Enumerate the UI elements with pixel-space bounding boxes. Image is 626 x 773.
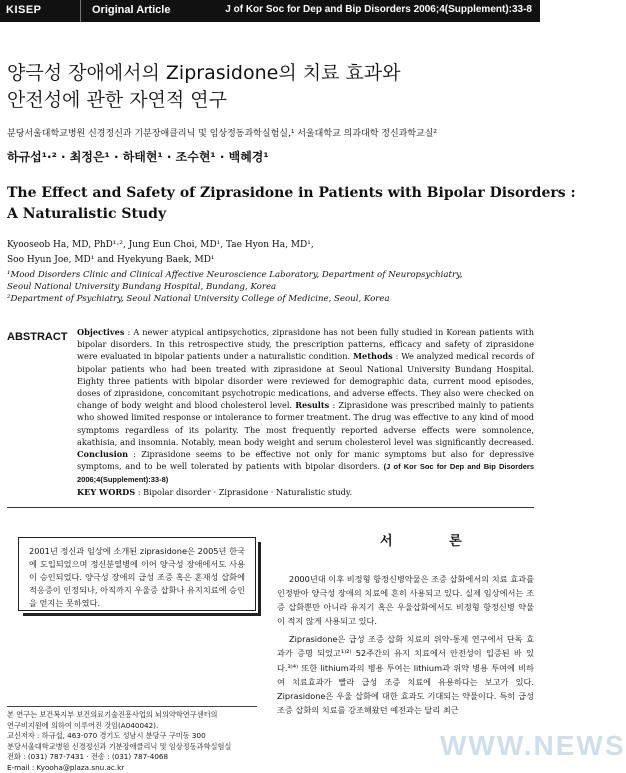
conclusion-label: Conclusion (77, 449, 128, 459)
keywords-label: KEY WORDS (77, 487, 135, 497)
header-divider (80, 0, 81, 22)
conclusion-text: Ziprasidone seems to be effective not only for manic symptoms but also for depressive symptoms, and to be well tolerated by patients with bipolar disorders. (77, 449, 534, 471)
article-type: Original Article (92, 4, 170, 16)
methods-label: Methods (353, 351, 393, 361)
results-label: Results (295, 400, 329, 410)
footnote-line-2: 연구비지원에 의하여 이루어진 것임(A040042). (7, 721, 262, 732)
abstract-body: Objectives : A newer atypical antipsychotics, ziprasidone has not been fully studied in Korean patients with bipolar disorders. In this retrospective study, the prescription patterns, efficacy and safety of ziprasidone were evaluated in bipolar patients under a naturalistic condition. Methods : We analyzed medical records of bipolar patients who had been treated with ziprasidone at Seoul National University Bundang Hospital. Eighty three patients with bipolar disorder were reviewed for demographic data, current mood episodes, doses of ziprasidone, concomitant psychotropic medications, and adverse effects. They also were checked on change of body weight and blood cholesterol level. Results : Ziprasidone was prescribed mainly to patients who showed limited response or intolerance to former treatment. The drug was effective to any kind of mood symptoms regardless of its polarity. The most frequently reported adverse effects were somnolence, akathisia, and insomnia. Notably, mean body weight and serum cholesterol level was significantly decreased. Conclusion : Ziprasidone seems to be effective not only for manic symptoms but also for depressive symptoms, and to be well tolerated by patients with bipolar disorders. (J of Kor Soc for Dep and Bip Disorders 2006;4(Supplement):33-8) (77, 326, 534, 487)
english-authors-line-1: Kyooseob Ha, MD, PhD¹·², Jung Eun Choi, MD¹, Tae Hyon Ha, MD¹, (7, 238, 314, 253)
footnote-line-6: E-mail : Kyooha@plaza.snu.ac.kr (7, 763, 262, 773)
objectives-label: Objectives (77, 327, 124, 337)
introduction-paragraph-2: Ziprasidone은 급성 조증 삽화 치료의 위약-통제 연구에서 단독 효과가 증명 되었고¹⁾²⁾ 52주간의 유지 치료에서 안전성이 입증된 바 있다.³⁾⁴⁾ 또한 lithium과의 병용 투여는 lithium과 위약 병용 투여에 비하여 치료효과가 빨라 급성 조증 치료에 유용하다는 보고가 있다. Ziprasidone은 우울 삽화에 대한 효과도 기대되는 약물이다. 특히 급성 조증 삽화의 치료를 강조해왔던 예전과는 달리 최근 (277, 632, 534, 717)
korean-title-line-2: 안전성에 관한 자연적 연구 (7, 87, 401, 114)
introduction-heading: 서 론 (380, 530, 488, 549)
introduction-paragraph-1: 2000년대 이후 비정형 항정신병약물은 조증 삽화에서의 치료 효과를 인정받아 양극성 장애의 치료에 흔히 사용되고 있다. 실제 임상에서는 조증 삽화뿐만 아니라 유지기 혹은 우울삽화에서도 비정형 항정신병 약물이 적지 않게 사용되고 있다. (277, 572, 534, 628)
introduction-body (277, 572, 534, 718)
korean-affiliation: 분당서울대학교병원 신경정신과 기분장애클리닉 및 임상정동과학실험실,¹ 서울대학교 의과대학 정신과학교실² (7, 126, 437, 139)
korean-title-line-1: 양극성 장애에서의 Ziprasidone의 치료 효과와 (7, 60, 401, 87)
english-affiliation-line-1: ¹Mood Disorders Clinic and Clinical Affective Neuroscience Laboratory, Department of Neuropsychiatry, (7, 269, 463, 281)
footnote-line-4: 분당서울대학교병원 신경정신과 기분장애클리닉 및 임상정동과학실험실 (7, 742, 262, 753)
footnote (7, 710, 262, 773)
objectives-text: A newer atypical antipsychotics, ziprasidone has not been fully studied in Korean patients with bipolar disorders. In this retrospective study, the prescription patterns, efficacy and safety of ziprasidone were evaluated in bipolar patients under a naturalistic condition. (77, 327, 534, 361)
keywords: KEY WORDS : Bipolar disorder · Ziprasidone · Naturalistic study. (77, 487, 352, 497)
english-title-line-1: The Effect and Safety of Ziprasidone in Patients with Bipolar Disorders : (7, 183, 576, 204)
keywords-text: Bipolar disorder · Ziprasidone · Naturalistic study. (143, 487, 352, 497)
footnote-line-1: 본 연구는 보건복지부 보건의료기술진흥사업의 뇌의약학연구센터의 (7, 710, 262, 721)
footnote-line-3: 교신저자 : 하규섭, 463-070 경기도 성남시 분당구 구미동 300 (7, 731, 262, 742)
korean-authors: 하규섭¹·² · 최정은¹ · 하태현¹ · 조수현¹ · 백혜경¹ (7, 148, 269, 165)
journal-header-bar (0, 0, 540, 22)
publisher-brand: KISEP (6, 4, 42, 16)
english-affiliation-line-2: Seoul National University Bundang Hospital, Bundang, Korea (7, 281, 463, 293)
abstract-label: ABSTRACT (7, 331, 68, 343)
footnote-divider (7, 706, 257, 707)
english-affiliations (7, 269, 463, 305)
abstract-citation: (J of Kor Soc for Dep and Bip Disorders 2006;4(Supplement):33-8) (77, 462, 534, 484)
english-title-line-2: A Naturalistic Study (7, 204, 576, 225)
english-authors-line-2: Soo Hyun Joe, MD¹ and Hyekyung Baek, MD¹ (7, 253, 314, 268)
abstract-divider (7, 507, 534, 508)
watermark: WWW.NEWS (440, 730, 626, 762)
english-title (7, 183, 576, 225)
summary-box (18, 537, 256, 611)
summary-box-text: 2001년 정신과 임상에 소개된 ziprasidone은 2005년 한국에 도입되었으며 정신분열병에 이어 양극성 장애에서도 사용이 승인되었다. 양극성 장애의 급성 조증 혹은 혼재성 삽화에 적응증이 인정되나, 아직까지 우울증 삽화나 유지치료에 승인을 얻지는 못하였다. (29, 546, 245, 608)
footnote-line-5: 전화 : (031) 787-7431 · 전송 : (031) 787-4068 (7, 752, 262, 763)
english-affiliation-line-3: ²Department of Psychiatry, Seoul National University College of Medicine, Seoul, Korea (7, 293, 463, 305)
korean-title (7, 60, 401, 114)
results-text: Ziprasidone was prescribed mainly to patients who showed limited response or intolerance to former treatment. The drug was effective to any kind of mood symptoms regardless of its polarity. The most frequently reported adverse effects were somnolence, akathisia, and insomnia. Notably, mean body weight and serum cholesterol level was significantly decreased. (77, 400, 534, 447)
english-authors (7, 238, 314, 268)
methods-text: We analyzed medical records of bipolar patients who had been treated with ziprasidone at Seoul National University Bundang Hospital. Eighty three patients with bipolar disorder were reviewed for demographic data, current mood episodes, doses of ziprasidone, concomitant psychotropic medications, and adverse effects. They also were checked on change of body weight and blood cholesterol level. (77, 351, 534, 410)
journal-citation: J of Kor Soc for Dep and Bip Disorders 2006;4(Supplement):33-8 (225, 4, 532, 15)
